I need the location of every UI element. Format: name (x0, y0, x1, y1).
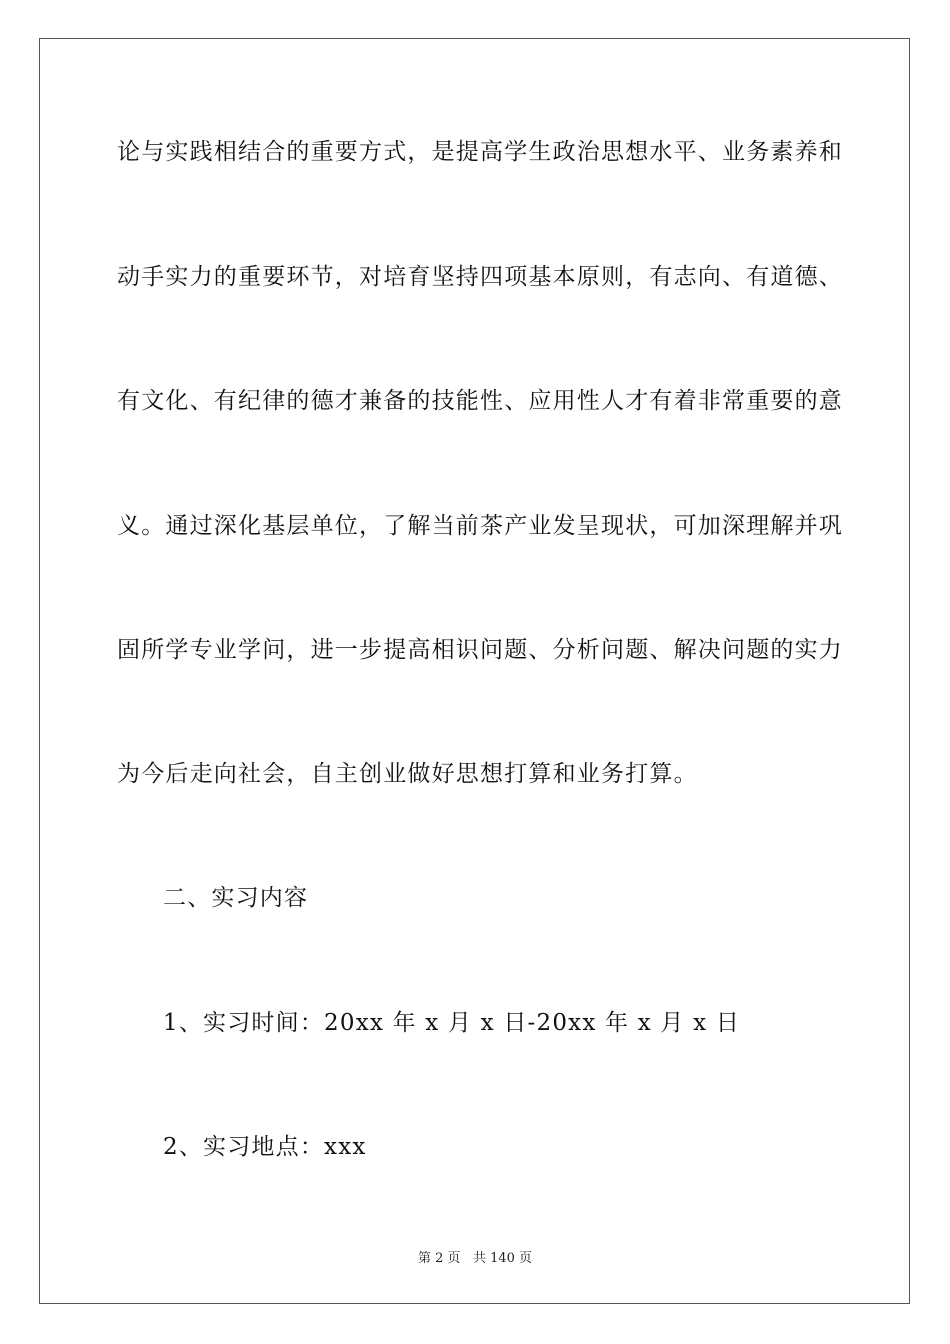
paragraph-line: 为今后走向社会，自主创业做好思想打算和业务打算。 (117, 761, 698, 787)
paragraph-line: 动手实力的重要环节，对培育坚持四项基本原则，有志向、有道德、 (117, 264, 843, 290)
page-number: 第 2 页 (417, 1251, 461, 1266)
paragraph-line: 有文化、有纪律的德才兼备的技能性、应用性人才有着非常重要的意 (117, 388, 843, 414)
list-item-internship-location: 2、实习地点：xxx (163, 1134, 367, 1160)
paragraph-line: 论与实践相结合的重要方式，是提高学生政治思想水平、业务素养和 (117, 139, 843, 165)
page-footer (0, 1247, 950, 1266)
paragraph-line: 义。通过深化基层单位，了解当前茶产业发呈现状，可加深理解并巩 (117, 513, 843, 539)
page-total: 共 140 页 (472, 1251, 533, 1266)
page-frame (39, 38, 910, 1304)
list-item-internship-time: 1、实习时间：20xx 年 x 月 x 日-20xx 年 x 月 x 日 (163, 1010, 741, 1036)
paragraph-line: 固所学专业学问，进一步提高相识问题、分析问题、解决问题的实力 (117, 637, 843, 663)
section-heading: 二、实习内容 (163, 885, 309, 911)
